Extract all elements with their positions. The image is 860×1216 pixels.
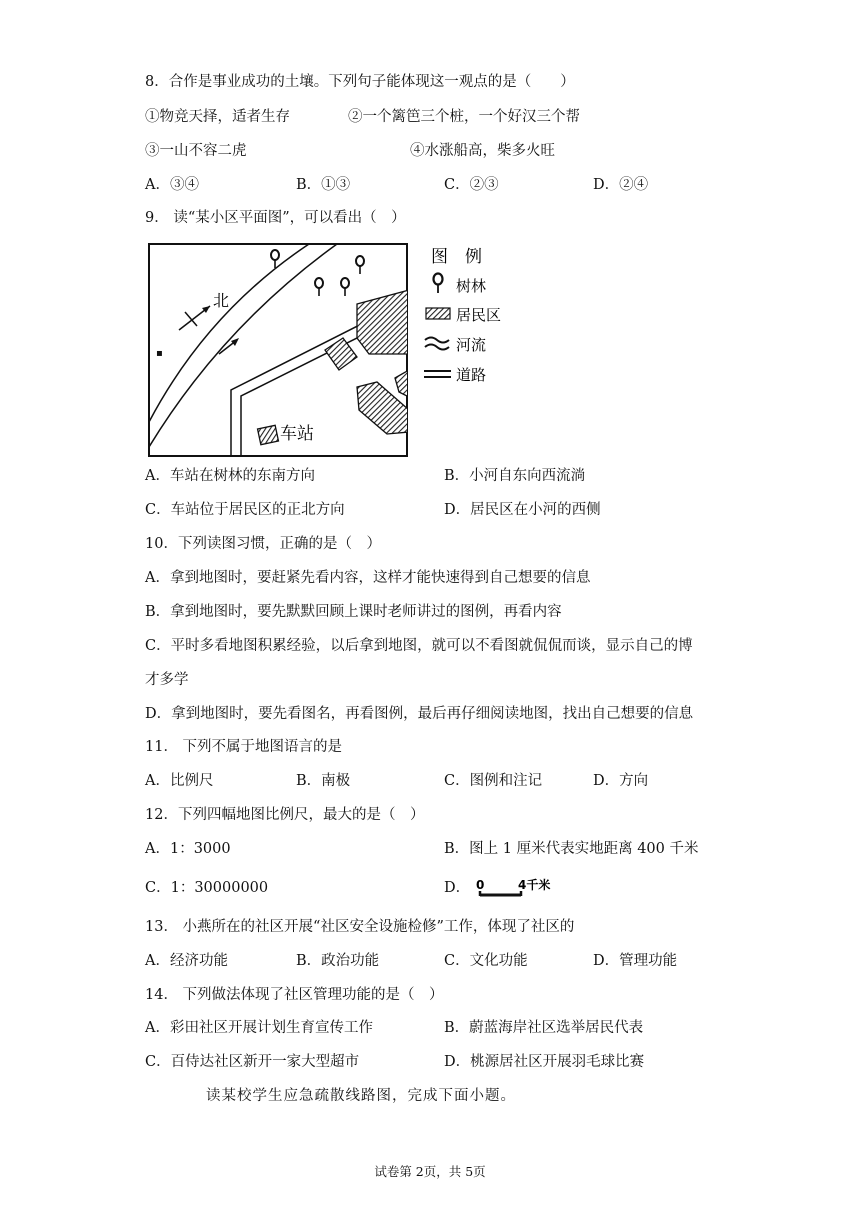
question-8-stem: 8．合作是事业成功的土壤。下列句子能体现这一观点的是（ ） <box>145 74 575 90</box>
question-14-stem: 14． 下列做法体现了社区管理功能的是（ ） <box>145 987 444 1003</box>
q9-option-c: C．车站位于居民区的正北方向 <box>145 502 345 518</box>
q12-option-c: C．1：30000000 <box>145 880 269 896</box>
hatched-block-icon <box>426 308 450 319</box>
q14-option-d: D．桃源居社区开展羽毛球比赛 <box>444 1054 645 1070</box>
legend-label-residential: 居民区 <box>456 306 502 324</box>
scale-bar-icon <box>475 876 565 898</box>
q13-option-a: A．经济功能 <box>145 953 228 969</box>
q11-option-b: B．南极 <box>296 773 351 789</box>
station-block <box>258 425 279 444</box>
page-footer: 试卷第 2页，共 5页 <box>374 1164 486 1179</box>
q14-option-b: B．蔚蓝海岸社区选举居民代表 <box>444 1020 644 1036</box>
q11-option-d: D．方向 <box>593 773 649 789</box>
q14-option-a: A．彩田社区开展计划生育宣传工作 <box>145 1020 373 1036</box>
q9-option-b: B．小河自东向西流淌 <box>444 468 586 484</box>
q11-option-c: C．图例和注记 <box>444 773 543 789</box>
legend-label-road: 道路 <box>456 366 487 384</box>
question-10-stem: 10．下列读图习惯，正确的是（ ） <box>145 536 381 552</box>
svg-text:▪: ▪ <box>156 348 163 359</box>
north-label: 北 <box>213 291 230 310</box>
legend-label-river: 河流 <box>456 336 487 354</box>
q10-option-d: D．拿到地图时，要先看图名，再看图例，最后再仔细阅读地图，找出自己想要的信息 <box>145 706 694 722</box>
q9-option-d: D．居民区在小河的西侧 <box>444 502 601 518</box>
q9-option-a: A．车站在树林的东南方向 <box>145 468 315 484</box>
reading-prompt: 读某校学生应急疏散线路图，完成下面小题。 <box>206 1088 516 1104</box>
q8-option-b: B．①③ <box>296 177 351 193</box>
q11-option-a: A．比例尺 <box>145 773 214 789</box>
q8-item-3: ③一山不容二虎 <box>145 143 247 159</box>
q8-item-4: ④水涨船高，柴多火旺 <box>410 143 555 159</box>
q13-option-c: C．文化功能 <box>444 953 528 969</box>
wave-icon <box>425 338 449 350</box>
q8-option-a: A．③④ <box>145 177 199 193</box>
q8-option-c: C．②③ <box>444 177 499 193</box>
q12-option-d: D． <box>444 880 471 896</box>
scale-bar-end: 4千米 <box>518 878 551 892</box>
q13-option-b: B．政治功能 <box>296 953 380 969</box>
station-label: 车站 <box>280 424 314 444</box>
question-12-stem: 12．下列四幅地图比例尺，最大的是（ ） <box>145 807 425 823</box>
double-line-icon <box>424 371 451 377</box>
q14-option-c: C．百侍达社区新开一家大型超市 <box>145 1054 360 1070</box>
question-13-stem: 13． 小燕所在的社区开展“社区安全设施检修”工作，体现了社区的 <box>145 919 575 935</box>
q8-item-1: ①物竞天择，适者生存 <box>145 109 290 125</box>
q10-option-c-cont: 才多学 <box>145 672 189 688</box>
legend-label-forest: 树林 <box>456 277 487 295</box>
q8-item-2: ②一个篱笆三个桩，一个好汉三个帮 <box>348 109 580 125</box>
q12-option-b: B．图上 1 厘米代表实地距离 400 千米 <box>444 841 699 857</box>
q13-option-d: D．管理功能 <box>593 953 678 969</box>
q12-option-a: A．1：3000 <box>145 841 231 857</box>
q10-option-c: C．平时多看地图积累经验，以后拿到地图，就可以不看图就侃侃而谈，显示自己的博 <box>145 638 693 654</box>
question-9-stem: 9． 读“某小区平面图”，可以看出（ ） <box>145 210 406 226</box>
legend-title: 图 例 <box>431 247 482 267</box>
tree-icon <box>434 274 443 294</box>
community-plan-map <box>147 242 519 462</box>
question-11-stem: 11． 下列不属于地图语言的是 <box>145 739 343 755</box>
q8-option-d: D．②④ <box>593 177 649 193</box>
q10-option-a: A．拿到地图时，要赶紧先看内容，这样才能快速得到自己想要的信息 <box>145 570 591 586</box>
scale-bar-start: 0 <box>476 878 485 892</box>
q10-option-b: B．拿到地图时，要先默默回顾上课时老师讲过的图例，再看内容 <box>145 604 562 620</box>
